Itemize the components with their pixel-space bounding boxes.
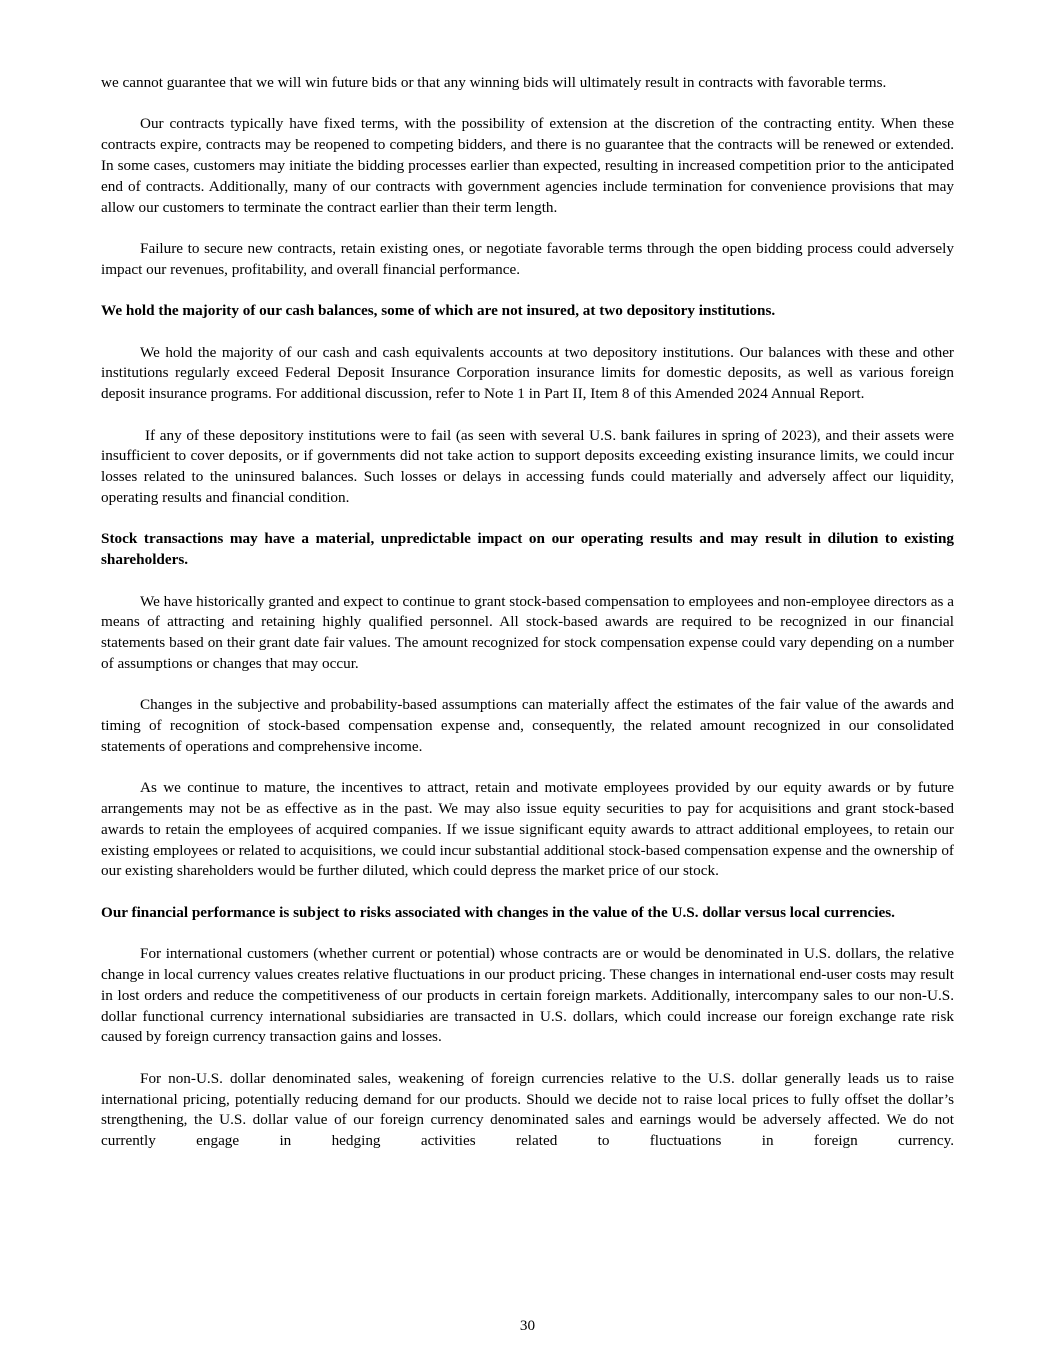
paragraph-depository-institutions: We hold the majority of our cash and cash equivalents accounts at two depository institutions. Our balances with these and other institutions regularly exceed Federal Deposit Insurance Corporation insurance limits for domestic deposits, as well as various foreign deposit insurance programs. For additional discussion, refer to Note 1 in Part II, Item 8 of this Amended 2024 Annual Report. [101, 343, 954, 403]
section-heading-stock-transactions: Stock transactions may have a material, unpredictable impact on our operating results and may result in dilution to existing shareholders. [101, 530, 954, 569]
paragraph-contract-failure: Failure to secure new contracts, retain existing ones, or negotiate favorable terms through the open bidding process could adversely impact our revenues, profitability, and overall financial performance. [101, 239, 954, 278]
paragraph-continued: we cannot guarantee that we will win future bids or that any winning bids will ultimately result in contracts with favorable terms. [101, 74, 887, 91]
section-heading-currency-risk: Our financial performance is subject to risks associated with changes in the value of the U.S. dollar versus local currencies. [101, 903, 895, 921]
paragraph-stock-compensation: We have historically granted and expect to continue to grant stock-based compensation to employees and non-employee directors as a means of attracting and retaining highly qualified personnel. All stock-based awards are required to be recognized in our financial statements based on their grant date fair values. The amount recognized for stock compensation expense could vary depending on a number of assumptions or changes that may occur. [101, 592, 954, 672]
page-number: 30 [519, 1317, 536, 1334]
paragraph-non-usd-sales: For non-U.S. dollar denominated sales, weakening of foreign currencies relative to the U.S. dollar generally leads us to raise international pricing, potentially reducing demand for our products. Should we decide not to raise local prices to fully offset the dollar’s strengthening, the U.S. dollar value of our foreign currency denominated sales and earnings would be adversely affected. We do not currently engage in hedging activities related to fluctuations in foreign currency. [101, 1069, 954, 1150]
paragraph-equity-awards: As we continue to mature, the incentives to attract, retain and motivate employees provided by our equity awards or by future arrangements may not be as effective as in the past. We may also issue equity securities to pay for acquisitions and grant stock-based awards to retain the employees of acquired companies. If we issue significant equity awards to attract additional employees, to retain our existing employees or related to acquisitions, we could incur substantial additional stock-based compensation expense and the ownership of our existing shareholders would be further diluted, which could depress the market price of our stock. [101, 779, 954, 880]
paragraph-assumption-changes: Changes in the subjective and probability-based assumptions can materially affect the estimates of the fair value of the awards and timing of recognition of stock-based compensation expense and, consequently, the related amount recognized in our consolidated statements of operations and comprehensive income. [101, 696, 954, 755]
document-page [101, 73, 954, 1173]
paragraph-international-customers: For international customers (whether current or potential) whose contracts are or would be denominated in U.S. dollars, the relative change in local currency values creates relative fluctuations in our product pricing. These changes in international end-user costs may result in lost orders and reduce the competitiveness of our products in certain foreign markets. Additionally, intercompany sales to our non-U.S. dollar functional currency international subsidiaries are transacted in U.S. dollars, which could increase our foreign exchange rate risk caused by foreign currency transaction gains and losses. [101, 945, 954, 1046]
section-heading-cash-balances: We hold the majority of our cash balances, some of which are not insured, at two depository institutions. [101, 302, 776, 320]
paragraph-bank-failure-risk: If any of these depository institutions were to fail (as seen with several U.S. bank failures in spring of 2023), and their assets were insufficient to cover deposits, or if governments did not take action to support deposits exceeding existing insurance limits, we could incur losses related to the uninsured balances. Such losses or delays in accessing funds could materially and adversely affect our liquidity, operating results and financial condition. [101, 426, 954, 506]
paragraph-contract-terms: Our contracts typically have fixed terms, with the possibility of extension at the discretion of the contracting entity. When these contracts expire, contracts may be reopened to competing bidders, and there is no guarantee that the contracts will be renewed or extended. In some cases, customers may initiate the bidding processes earlier than expected, resulting in increased competition prior to the anticipated end of contracts. Additionally, many of our contracts with government agencies include termination for convenience provisions that may allow our customers to terminate the contract earlier than their term length. [101, 115, 954, 216]
